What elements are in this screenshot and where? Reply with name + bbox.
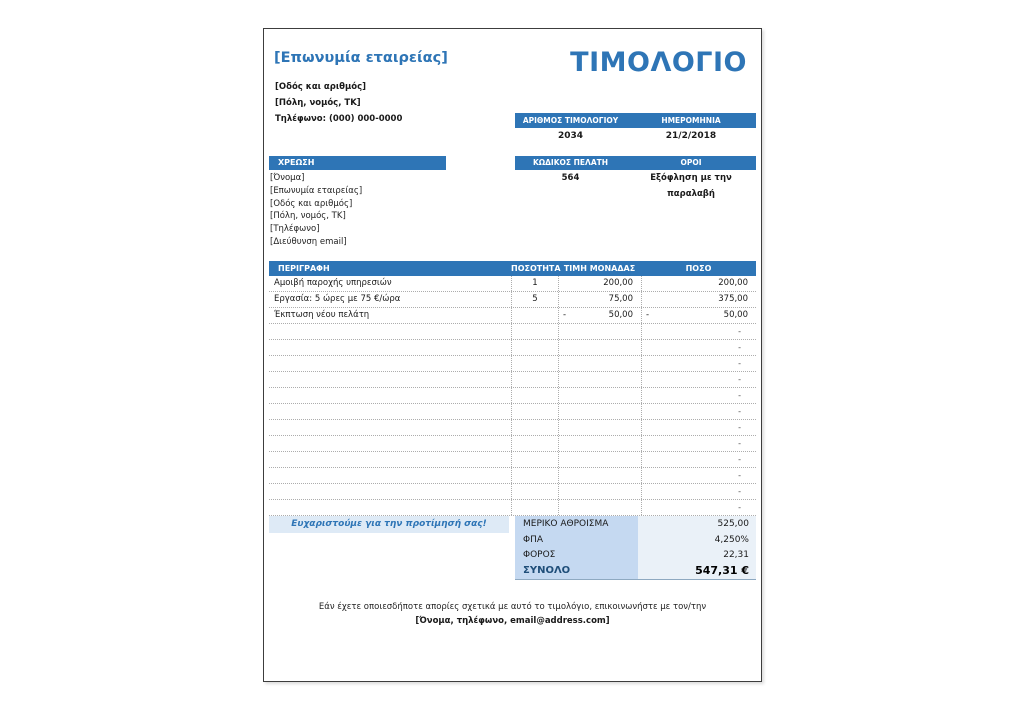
terms-value: Εξόφληση με την παραλαβή bbox=[650, 173, 732, 199]
item-quantity bbox=[511, 324, 558, 339]
invoice-date-header: ΗΜΕΡΟΜΗΝΙΑ bbox=[661, 116, 721, 125]
item-amount bbox=[641, 436, 756, 451]
totals-label: ΜΕΡΙΚΟ ΑΘΡΟΙΣΜΑ bbox=[515, 516, 638, 532]
company-address-line1: [Οδός και αριθμός] bbox=[275, 82, 367, 92]
invoice-page bbox=[263, 28, 762, 682]
item-amount bbox=[641, 340, 756, 355]
item-amount bbox=[641, 420, 756, 435]
totals-label: ΦΠΑ bbox=[515, 532, 638, 547]
item-unit-price bbox=[558, 372, 641, 387]
totals-label: ΣΥΝΟΛΟ bbox=[515, 562, 638, 579]
item-amount bbox=[641, 308, 756, 323]
item-description: Έκπτωση νέου πελάτη bbox=[274, 310, 370, 320]
item-amount-value: 200,00 bbox=[718, 278, 748, 288]
items-header-quantity: ΠΟΣΟΤΗΤΑ bbox=[511, 264, 561, 273]
item-quantity bbox=[511, 484, 558, 499]
item-row bbox=[269, 292, 756, 308]
invoice-meta-table bbox=[515, 113, 756, 145]
empty-amount-placeholder: - bbox=[738, 439, 741, 448]
item-quantity bbox=[511, 356, 558, 371]
item-description: Εργασία: 5 ώρες με 75 €/ώρα bbox=[274, 294, 401, 304]
bill-to-line: [Πόλη, νομός, ΤΚ] bbox=[270, 211, 346, 222]
items-header-unit-price: ΤΙΜΗ ΜΟΝΑΔΑΣ bbox=[563, 264, 636, 273]
item-amount bbox=[641, 276, 756, 291]
items-header-amount: ΠΟΣΟ bbox=[685, 264, 712, 273]
terms-header: ΟΡΟΙ bbox=[680, 158, 702, 167]
item-row-empty bbox=[269, 372, 756, 388]
item-quantity: 1 bbox=[511, 276, 558, 291]
company-name: [Επωνυμία εταιρείας] bbox=[274, 50, 448, 66]
item-unit-price bbox=[558, 276, 641, 291]
item-unit-price-value: 75,00 bbox=[608, 294, 633, 304]
items-table-header bbox=[269, 261, 756, 276]
item-row-empty bbox=[269, 452, 756, 468]
item-unit-price bbox=[558, 292, 641, 307]
item-amount bbox=[641, 452, 756, 467]
item-description bbox=[269, 324, 511, 339]
item-unit-price bbox=[558, 484, 641, 499]
invoice-title: ΤΙΜΟΛΟΓΙΟ bbox=[570, 47, 747, 78]
item-quantity bbox=[511, 436, 558, 451]
company-address-line2: [Πόλη, νομός, ΤΚ] bbox=[275, 98, 361, 108]
empty-amount-placeholder: - bbox=[738, 455, 741, 464]
totals-row bbox=[515, 547, 756, 562]
empty-amount-placeholder: - bbox=[738, 407, 741, 416]
empty-amount-placeholder: - bbox=[738, 487, 741, 496]
item-description bbox=[269, 452, 511, 467]
item-row bbox=[269, 308, 756, 324]
customer-code-header: ΚΩΔΙΚΟΣ ΠΕΛΑΤΗ bbox=[532, 158, 609, 167]
customer-meta-table bbox=[515, 156, 756, 199]
empty-amount-placeholder: - bbox=[738, 471, 741, 480]
item-row-empty bbox=[269, 404, 756, 420]
item-row-empty bbox=[269, 356, 756, 372]
items-header-description: ΠΕΡΙΓΡΑΦΗ bbox=[278, 264, 330, 273]
empty-amount-placeholder: - bbox=[738, 359, 741, 368]
item-quantity: 5 bbox=[511, 292, 558, 307]
item-amount-value: 50,00 bbox=[723, 310, 748, 320]
totals-row bbox=[515, 532, 756, 547]
item-quantity bbox=[511, 308, 558, 323]
item-amount bbox=[641, 484, 756, 499]
item-quantity bbox=[511, 468, 558, 483]
item-amount bbox=[641, 356, 756, 371]
customer-code-value: 564 bbox=[561, 173, 580, 183]
item-quantity bbox=[511, 372, 558, 387]
item-row-empty bbox=[269, 420, 756, 436]
item-amount bbox=[641, 372, 756, 387]
item-row-empty bbox=[269, 484, 756, 500]
item-unit-price bbox=[558, 420, 641, 435]
totals-row bbox=[515, 516, 756, 532]
item-unit-price bbox=[558, 308, 641, 323]
item-quantity bbox=[511, 452, 558, 467]
bill-to-lines bbox=[270, 172, 362, 249]
item-description bbox=[269, 468, 511, 483]
bill-to-line: [Τηλέφωνο] bbox=[270, 224, 320, 235]
items-rows bbox=[269, 276, 756, 516]
item-description: Αμοιβή παροχής υπηρεσιών bbox=[274, 278, 392, 288]
item-quantity bbox=[511, 420, 558, 435]
item-unit-price-value: 200,00 bbox=[603, 278, 633, 288]
item-unit-price bbox=[558, 500, 641, 515]
item-description bbox=[269, 484, 511, 499]
totals-value: 4,250% bbox=[638, 532, 756, 547]
item-row bbox=[269, 276, 756, 292]
item-row-empty bbox=[269, 388, 756, 404]
empty-amount-placeholder: - bbox=[738, 343, 741, 352]
item-amount bbox=[641, 324, 756, 339]
item-amount bbox=[641, 500, 756, 515]
item-row-empty bbox=[269, 436, 756, 452]
item-amount bbox=[641, 388, 756, 403]
bill-to-line: [Επωνυμία εταιρείας] bbox=[270, 185, 363, 196]
item-description bbox=[269, 436, 511, 451]
item-amount bbox=[641, 468, 756, 483]
item-description bbox=[269, 420, 511, 435]
item-quantity bbox=[511, 404, 558, 419]
empty-amount-placeholder: - bbox=[738, 503, 741, 512]
item-unit-price bbox=[558, 468, 641, 483]
empty-amount-placeholder: - bbox=[738, 375, 741, 384]
footer-note: Εάν έχετε οποιεσδήποτε απορίες σχετικά με αυτό το τιμολόγιο, επικοινωνήστε με τον/την bbox=[318, 602, 707, 612]
footer-contact: [Όνομα, τηλέφωνο, email@address.com] bbox=[415, 616, 610, 626]
item-unit-price bbox=[558, 452, 641, 467]
totals-value: 22,31 bbox=[638, 547, 756, 562]
company-phone: Τηλέφωνο: (000) 000-0000 bbox=[275, 114, 403, 124]
item-amount bbox=[641, 292, 756, 307]
empty-amount-placeholder: - bbox=[738, 391, 741, 400]
bill-to-line: [Όνομα] bbox=[270, 173, 305, 183]
thank-you-note: Ευχαριστούμε για την προτίμησή σας! bbox=[269, 516, 509, 533]
negative-sign: - bbox=[646, 310, 650, 320]
item-description bbox=[269, 388, 511, 403]
item-row-empty bbox=[269, 500, 756, 516]
totals-rows bbox=[515, 516, 756, 580]
item-quantity bbox=[511, 500, 558, 515]
item-unit-price bbox=[558, 340, 641, 355]
invoice-date-value: 21/2/2018 bbox=[665, 131, 717, 141]
item-unit-price bbox=[558, 356, 641, 371]
item-row-empty bbox=[269, 340, 756, 356]
item-unit-price bbox=[558, 436, 641, 451]
bill-to-line: [Διεύθυνση email] bbox=[270, 236, 347, 247]
negative-sign: - bbox=[563, 310, 567, 320]
totals-label: ΦΟΡΟΣ bbox=[515, 547, 638, 562]
item-unit-price bbox=[558, 404, 641, 419]
item-description bbox=[269, 500, 511, 515]
bill-to-header: ΧΡΕΩΣΗ bbox=[269, 156, 446, 170]
empty-amount-placeholder: - bbox=[738, 423, 741, 432]
empty-amount-placeholder: - bbox=[738, 327, 741, 336]
bill-to-line: [Οδός και αριθμός] bbox=[270, 198, 353, 209]
item-amount bbox=[641, 404, 756, 419]
item-description bbox=[269, 372, 511, 387]
item-quantity bbox=[511, 388, 558, 403]
invoice-number-value: 2034 bbox=[557, 131, 584, 141]
item-amount-value: 375,00 bbox=[718, 294, 748, 304]
item-quantity bbox=[511, 340, 558, 355]
totals-value: 547,31 € bbox=[638, 562, 756, 579]
items-table bbox=[269, 261, 756, 516]
invoice-number-header: ΑΡΙΘΜΟΣ ΤΙΜΟΛΟΓΙΟΥ bbox=[522, 116, 619, 125]
totals-value: 525,00 bbox=[638, 516, 756, 532]
item-row-empty bbox=[269, 324, 756, 340]
item-description bbox=[269, 404, 511, 419]
item-description bbox=[269, 340, 511, 355]
totals-row bbox=[515, 562, 756, 579]
item-unit-price bbox=[558, 388, 641, 403]
item-row-empty bbox=[269, 468, 756, 484]
item-unit-price bbox=[558, 324, 641, 339]
item-unit-price-value: 50,00 bbox=[608, 310, 633, 320]
item-description bbox=[269, 356, 511, 371]
